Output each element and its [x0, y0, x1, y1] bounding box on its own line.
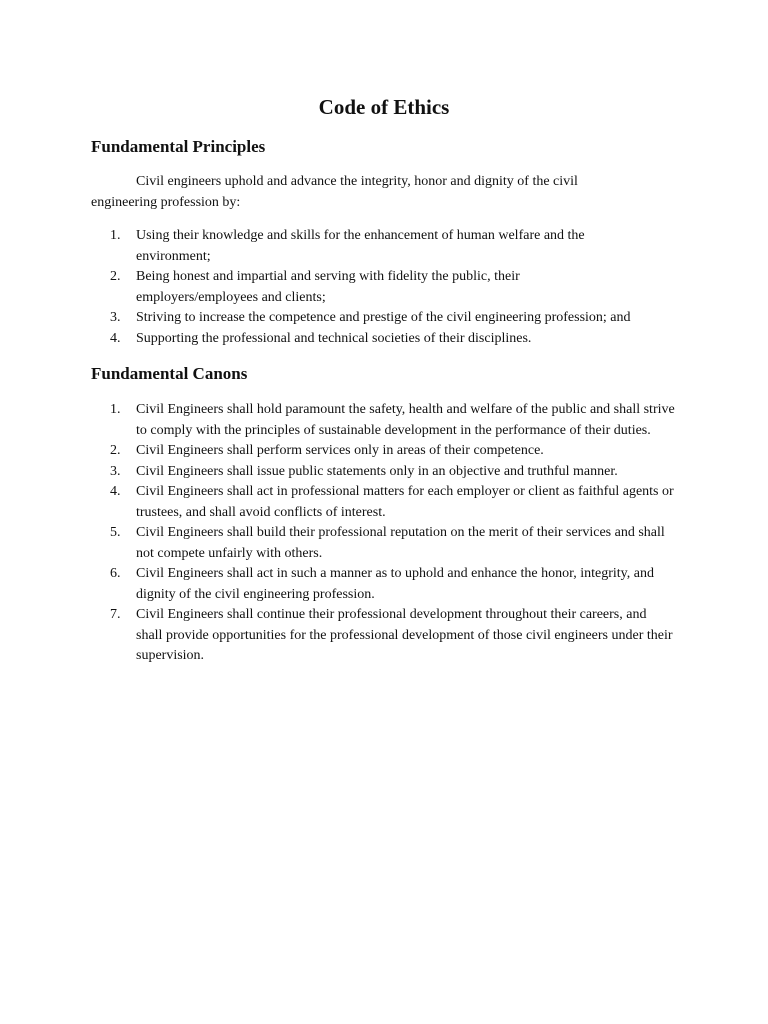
- canons-list: [91, 400, 691, 667]
- list-item-number: 2.: [110, 443, 121, 458]
- list-item: [91, 462, 691, 483]
- principles-list: [91, 226, 691, 349]
- list-item: [91, 441, 691, 462]
- list-item-number: 7.: [110, 607, 121, 622]
- list-item-number: 4.: [110, 330, 121, 346]
- list-item-number: 1.: [110, 402, 121, 417]
- section-heading-principles: Fundamental Principles: [91, 137, 266, 156]
- list-item-number: 1.: [110, 228, 121, 243]
- list-item: [91, 564, 691, 605]
- list-item-text: Civil Engineers shall act in professional matters for each employer or client as faithful agents or trustees, and shall avoid conflicts of interest.: [136, 484, 674, 520]
- list-item-text: Civil Engineers shall act in such a manner as to uphold and enhance the honor, integrity, and dignity of the civil engineering profession.: [136, 566, 654, 602]
- list-item-text: Being honest and impartial and serving with fidelity the public, their employers/employees and clients;: [136, 269, 520, 305]
- list-item-number: 6.: [110, 566, 121, 581]
- list-item: [91, 226, 691, 267]
- list-item: [91, 523, 691, 564]
- list-item: [91, 482, 691, 523]
- list-item-number: 4.: [110, 484, 121, 499]
- list-item: [91, 308, 691, 329]
- list-item-number: 2.: [110, 269, 121, 284]
- section-heading-canons: Fundamental Canons: [91, 364, 248, 383]
- list-item-text: Civil Engineers shall perform services only in areas of their competence.: [136, 443, 544, 458]
- list-item-number: 3.: [110, 463, 121, 479]
- list-item-number: 5.: [110, 525, 121, 540]
- list-item: [91, 605, 691, 667]
- list-item: [91, 400, 691, 441]
- list-item-text: Striving to increase the competence and prestige of the civil engineering profession; and: [136, 310, 631, 325]
- list-item-text: Civil Engineers shall issue public statements only in an objective and truthful manner.: [136, 463, 618, 479]
- principles-intro: Civil engineers uphold and advance the integrity, honor and dignity of the civil engineering profession by:: [91, 174, 578, 210]
- list-item-text: Using their knowledge and skills for the enhancement of human welfare and the environment;: [136, 228, 585, 264]
- page-title: Code of Ethics: [318, 95, 450, 119]
- list-item-text: Civil Engineers shall hold paramount the safety, health and welfare of the public and shall strive to comply with the principles of sustainable development in the performance of their duties.: [136, 402, 675, 438]
- list-item-text: Supporting the professional and technical societies of their disciplines.: [136, 330, 532, 346]
- list-item: [91, 267, 691, 308]
- list-item-number: 3.: [110, 310, 121, 325]
- list-item: [91, 329, 691, 350]
- list-item-text: Civil Engineers shall continue their professional development throughout their careers, and shall provide opportunities for the professional development of those civil engineers under their supervision.: [136, 607, 673, 663]
- list-item-text: Civil Engineers shall build their professional reputation on the merit of their services and shall not compete unfairly with others.: [136, 525, 665, 561]
